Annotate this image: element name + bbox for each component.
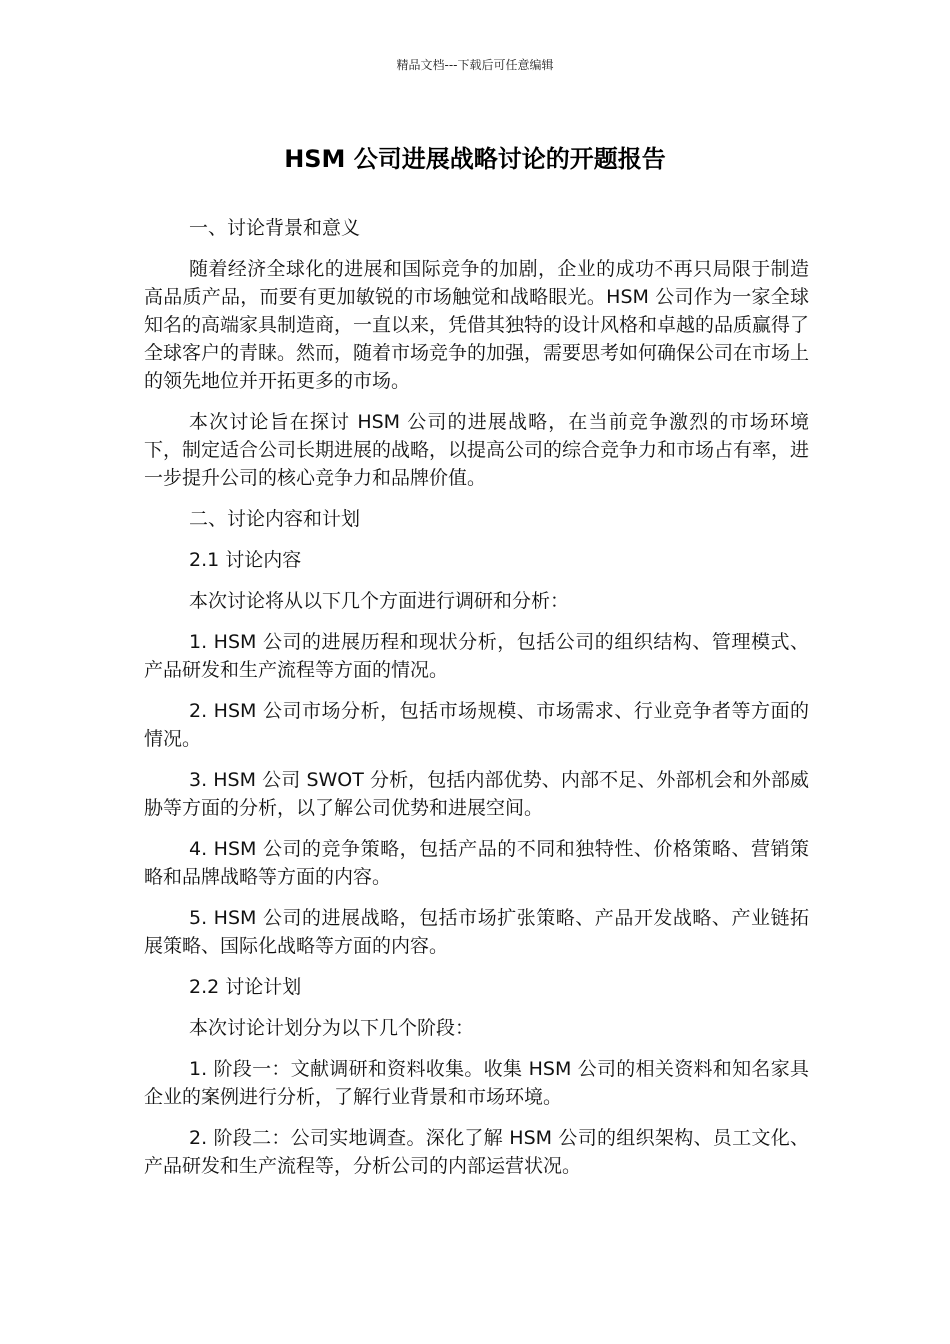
- section-heading-background: 一、讨论背景和意义: [189, 217, 361, 239]
- paragraph-plan-intro: 本次讨论计划分为以下几个阶段：: [189, 1017, 475, 1039]
- paragraph-content-intro: 本次讨论将从以下几个方面进行调研和分析：: [189, 590, 570, 612]
- list-item-content-4: 4. HSM 公司的竞争策略，包括产品的不同和独特性、价格策略、营销策略和品牌战略等方面的内容。: [144, 838, 809, 888]
- document-body: [144, 214, 809, 1193]
- subsection-heading-plan: 2.2 讨论计划: [189, 976, 302, 998]
- list-item-content-5: 5. HSM 公司的进展战略，包括市场扩张策略、产品开发战略、产业链拓展策略、国际化战略等方面的内容。: [144, 907, 809, 957]
- paragraph-background-2: 本次讨论旨在探讨 HSM 公司的进展战略，在当前竞争激烈的市场环境下，制定适合公司长期进展的战略，以提高公司的综合竞争力和市场占有率，进一步提升公司的核心竞争力和品牌价值。: [144, 411, 810, 489]
- list-item-plan-1: 1. 阶段一：文献调研和资料收集。收集 HSM 公司的相关资料和知名家具企业的案例进行分析，了解行业背景和市场环境。: [144, 1058, 809, 1108]
- list-item-content-2: 2. HSM 公司市场分析，包括市场规模、市场需求、行业竞争者等方面的情况。: [144, 700, 809, 750]
- subsection-heading-content: 2.1 讨论内容: [189, 549, 302, 571]
- list-item-content-1: 1. HSM 公司的进展历程和现状分析，包括公司的组织结构、管理模式、产品研发和生产流程等方面的情况。: [144, 631, 809, 681]
- page-header-watermark: 精品文档---下载后可任意编辑: [396, 58, 554, 72]
- list-item-content-3: 3. HSM 公司 SWOT 分析，包括内部优势、内部不足、外部机会和外部威胁等方面的分析，以了解公司优势和进展空间。: [144, 769, 809, 819]
- section-heading-content-plan: 二、讨论内容和计划: [189, 508, 361, 530]
- list-item-plan-2: 2. 阶段二：公司实地调查。深化了解 HSM 公司的组织架构、员工文化、产品研发和生产流程等，分析公司的内部运营状况。: [144, 1127, 809, 1177]
- document-title: HSM 公司进展战略讨论的开题报告: [284, 145, 666, 173]
- paragraph-background-1: 随着经济全球化的进展和国际竞争的加剧，企业的成功不再只局限于制造高品质产品，而要有更加敏锐的市场触觉和战略眼光。HSM 公司作为一家全球知名的高端家具制造商，一直以来，凭借其独特的设计风格和卓越的品质赢得了全球客户的青睐。然而，随着市场竞争的加强，需要思考如何确保公司在市场上的领先地位并开拓更多的市场。: [144, 258, 810, 392]
